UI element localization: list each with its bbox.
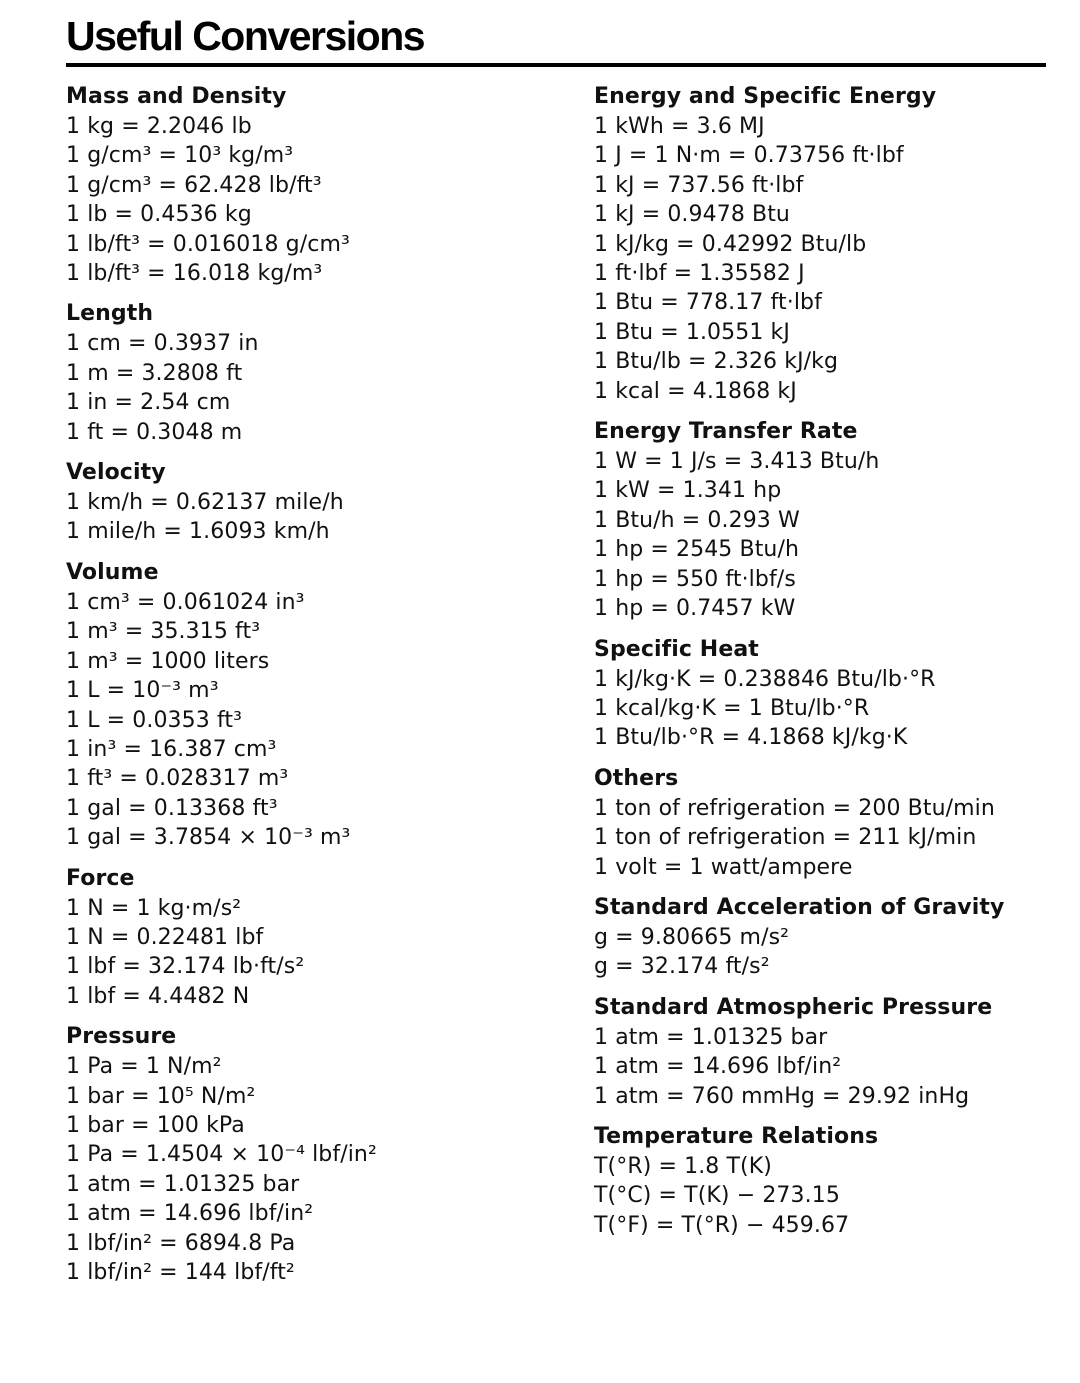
conversion-row: 1 atm = 14.696 lbf/in²	[594, 1054, 842, 1080]
left-column	[66, 82, 566, 1298]
section-heading: Standard Acceleration of Gravity	[594, 894, 1005, 920]
section-mass-and-density	[66, 82, 566, 288]
conversion-row: 1 ton of refrigeration = 211 kJ/min	[594, 825, 977, 851]
conversion-row: 1 Btu = 1.0551 kJ	[594, 319, 790, 345]
conversion-row: 1 Btu/h = 0.293 W	[594, 507, 800, 533]
conversion-row: 1 Pa = 1 N/m²	[66, 1054, 222, 1080]
section-heading: Mass and Density	[66, 84, 287, 109]
conversion-row: 1 bar = 100 kPa	[66, 1112, 245, 1138]
section-length	[66, 299, 566, 447]
conversion-row: 1 atm = 1.01325 bar	[594, 1024, 828, 1050]
conversion-row: 1 W = 1 J/s = 3.413 Btu/h	[594, 449, 880, 475]
conversion-row: 1 m³ = 1000 liters	[66, 648, 270, 674]
title-divider	[66, 63, 1046, 67]
conversion-row: g = 9.80665 m/s²	[594, 924, 790, 950]
conversion-row: 1 Btu = 778.17 ft·lbf	[594, 290, 822, 316]
section-specific-heat	[594, 635, 1054, 753]
conversion-row: 1 lb = 0.4536 kg	[66, 202, 252, 228]
conversion-row: 1 cm = 0.3937 in	[66, 331, 259, 357]
section-energy-and-specific-energy	[594, 82, 1054, 406]
conversion-row: T(°F) = T(°R) − 459.67	[594, 1212, 850, 1238]
section-others	[594, 764, 1054, 882]
conversion-row: 1 atm = 1.01325 bar	[66, 1171, 300, 1197]
conversion-row: 1 kJ = 0.9478 Btu	[594, 202, 790, 228]
conversion-row: 1 L = 0.0353 ft³	[66, 707, 243, 733]
conversion-row: 1 ton of refrigeration = 200 Btu/min	[594, 795, 995, 821]
conversion-row: 1 bar = 10⁵ N/m²	[66, 1083, 256, 1109]
conversion-row: 1 lb/ft³ = 16.018 kg/m³	[66, 261, 323, 287]
conversion-row: 1 L = 10⁻³ m³	[66, 678, 219, 704]
section-heading: Energy Transfer Rate	[594, 419, 858, 445]
section-heading: Others	[594, 765, 679, 791]
conversion-row: 1 hp = 0.7457 kW	[594, 596, 796, 622]
section-heading: Standard Atmospheric Pressure	[594, 994, 993, 1020]
section-standard-acceleration-of-gravity	[594, 893, 1054, 982]
conversion-row: 1 ft·lbf = 1.35582 J	[594, 261, 805, 287]
conversion-row: 1 atm = 760 mmHg = 29.92 inHg	[594, 1083, 970, 1109]
conversion-row: 1 hp = 2545 Btu/h	[594, 537, 800, 563]
conversion-row: 1 g/cm³ = 62.428 lb/ft³	[66, 172, 322, 198]
conversion-row: 1 in³ = 16.387 cm³	[66, 736, 277, 762]
section-energy-transfer-rate	[594, 417, 1054, 623]
right-column	[594, 82, 1054, 1251]
section-heading: Specific Heat	[594, 636, 759, 662]
conversion-row: 1 Pa = 1.4504 × 10⁻⁴ lbf/in²	[66, 1142, 377, 1168]
conversion-row: g = 32.174 ft/s²	[594, 954, 770, 980]
conversion-row: 1 kJ = 737.56 ft·lbf	[594, 172, 804, 198]
conversion-row: 1 kW = 1.341 hp	[594, 478, 782, 504]
section-force	[66, 864, 566, 1012]
section-temperature-relations	[594, 1122, 1054, 1240]
section-heading: Energy and Specific Energy	[594, 84, 937, 109]
conversion-row: T(°C) = T(K) − 273.15	[594, 1183, 840, 1209]
conversion-row: 1 m³ = 35.315 ft³	[66, 619, 261, 645]
conversion-row: 1 kg = 2.2046 lb	[66, 114, 252, 139]
conversion-row: 1 Btu/lb·°R = 4.1868 kJ/kg·K	[594, 725, 908, 751]
conversion-row: 1 J = 1 N·m = 0.73756 ft·lbf	[594, 143, 904, 169]
section-heading: Pressure	[66, 1024, 177, 1050]
conversion-row: 1 g/cm³ = 10³ kg/m³	[66, 143, 294, 169]
conversion-row: 1 mile/h = 1.6093 km/h	[66, 519, 330, 545]
conversion-row: 1 hp = 550 ft·lbf/s	[594, 566, 796, 592]
conversion-row: 1 kcal = 4.1868 kJ	[594, 378, 797, 404]
conversion-row: 1 atm = 14.696 lbf/in²	[66, 1201, 314, 1227]
conversion-row: 1 kWh = 3.6 MJ	[594, 114, 765, 139]
conversion-row: 1 lb/ft³ = 0.016018 g/cm³	[66, 231, 350, 257]
section-heading: Length	[66, 301, 154, 327]
conversion-row: 1 in = 2.54 cm	[66, 390, 231, 416]
conversion-row: 1 gal = 0.13368 ft³	[66, 795, 278, 821]
conversion-row: 1 ft = 0.3048 m	[66, 419, 243, 445]
section-volume	[66, 558, 566, 853]
conversion-row: 1 kcal/kg·K = 1 Btu/lb·°R	[594, 695, 870, 721]
conversion-row: 1 lbf/in² = 6894.8 Pa	[66, 1230, 296, 1256]
conversion-row: 1 Btu/lb = 2.326 kJ/kg	[594, 349, 839, 375]
conversion-row: 1 lbf = 32.174 lb·ft/s²	[66, 954, 305, 980]
conversion-row: 1 kJ/kg = 0.42992 Btu/lb	[594, 231, 867, 257]
section-heading: Velocity	[66, 460, 166, 486]
conversion-row: 1 m = 3.2808 ft	[66, 360, 243, 386]
section-heading: Volume	[66, 559, 159, 585]
conversion-row: 1 lbf/in² = 144 lbf/ft²	[66, 1260, 295, 1285]
page-title: Useful Conversions	[66, 13, 425, 59]
section-velocity	[66, 458, 566, 547]
conversion-row: 1 volt = 1 watt/ampere	[594, 854, 853, 880]
conversion-row: 1 cm³ = 0.061024 in³	[66, 589, 305, 615]
section-heading: Temperature Relations	[594, 1123, 879, 1149]
conversion-row: 1 ft³ = 0.028317 m³	[66, 766, 289, 792]
conversion-row: 1 N = 1 kg·m/s²	[66, 895, 242, 921]
conversion-row: 1 kJ/kg·K = 0.238846 Btu/lb·°R	[594, 666, 936, 692]
conversion-row: 1 lbf = 4.4482 N	[66, 983, 250, 1009]
conversion-row: T(°R) = 1.8 T(K)	[594, 1153, 772, 1179]
conversion-row: 1 km/h = 0.62137 mile/h	[66, 490, 344, 516]
section-heading: Force	[66, 865, 135, 891]
conversion-row: 1 gal = 3.7854 × 10⁻³ m³	[66, 825, 351, 851]
section-standard-atmospheric-pressure	[594, 993, 1054, 1111]
section-pressure	[66, 1022, 566, 1287]
conversion-row: 1 N = 0.22481 lbf	[66, 924, 264, 950]
